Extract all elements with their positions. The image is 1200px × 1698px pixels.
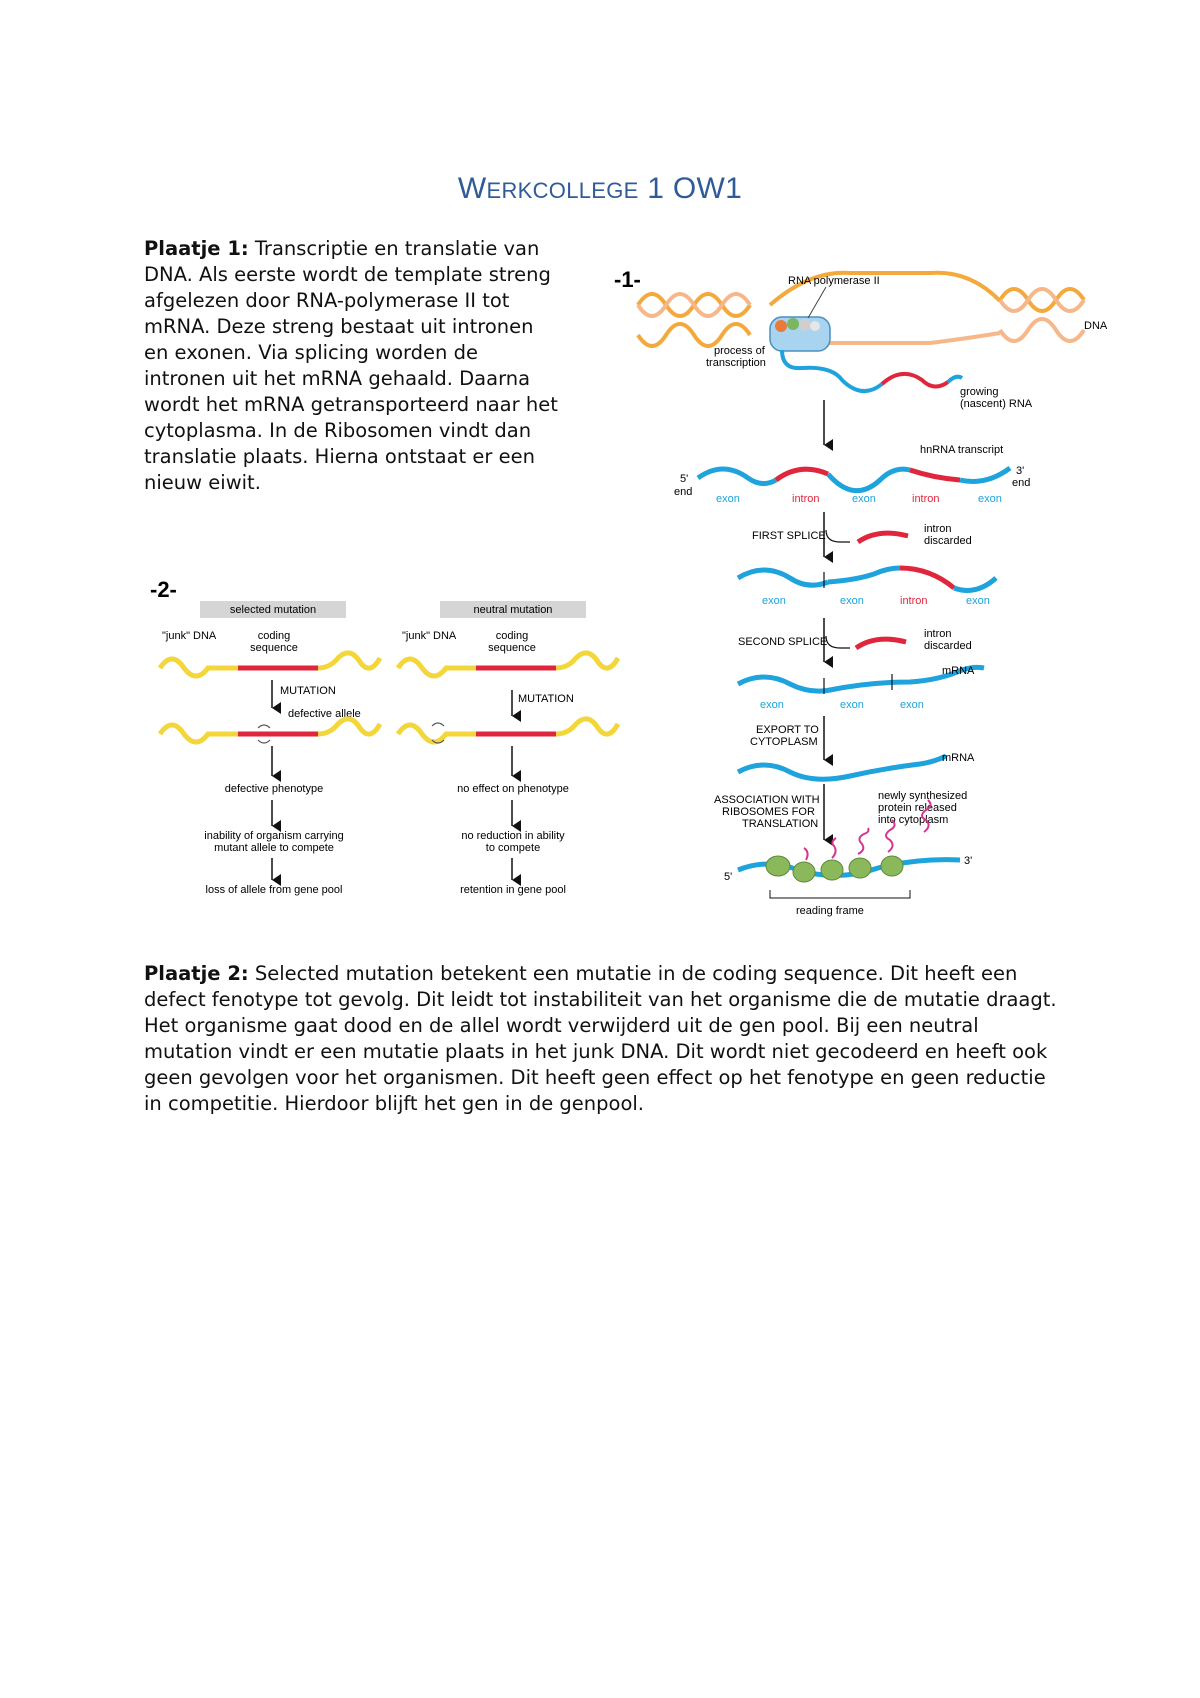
intron-discarded-label: discarded <box>924 640 972 652</box>
defective-allele-label: defective allele <box>288 708 361 720</box>
second-splice-label: SECOND SPLICE <box>738 636 828 648</box>
paragraph-label: Plaatje 1: <box>144 237 249 260</box>
inability-label-2: mutant allele to compete <box>214 842 334 854</box>
junk-dna-strand <box>318 653 380 668</box>
figure-1-label: -1- <box>614 267 641 292</box>
paragraph-text: Selected mutation betekent een mutatie in de coding sequence. Dit heeft een defect fenotype tot gevolg. Dit leidt tot instabiliteit van het organisme die de mutatie draagt. Het organisme gaat dood en de allel wordt verwijderd uit de gen pool. Bij een neutral mutation vindt er een mutatie plaats in het junk DNA. Dit wordt niet gecodeerd en heeft ook geen gevolgen voor het organismen. Dit heeft geen effect op het fenotype en geen reductie in competitie. Hierdoor blijft het gen in de genpool. <box>144 962 1057 1115</box>
junk-dna-strand <box>160 659 238 676</box>
paragraph-plaatje-2 <box>144 961 1064 1117</box>
junk-dna-strand <box>318 719 380 734</box>
three-prime-label: 3' <box>1016 465 1025 477</box>
junk-dna-strand <box>398 659 476 676</box>
process-label-1: process of <box>714 345 765 357</box>
mutation-label: MUTATION <box>280 685 336 697</box>
coding-label-1: coding <box>495 630 529 642</box>
neutral-mutation-label: neutral mutation <box>473 604 553 616</box>
export-label-2: CYTOPLASM <box>750 736 818 748</box>
association-label-2: RIBOSOMES FOR <box>722 806 815 818</box>
page-title: WERKCOLLEGE 1 OW1 <box>457 172 743 205</box>
newly-synthesized-label-2: protein released <box>878 802 957 814</box>
junk-dna-label: "junk" DNA <box>402 630 457 642</box>
exon-label: exon <box>978 493 1002 505</box>
junk-dna-strand <box>160 725 238 742</box>
newly-synthesized-label-1: newly synthesized <box>878 790 968 802</box>
retention-label: retention in gene pool <box>460 884 566 896</box>
junk-dna-strand <box>398 725 476 742</box>
no-effect-label: no effect on phenotype <box>457 783 569 795</box>
no-reduction-label-1: no reduction in ability <box>461 830 565 842</box>
mrna-label: mRNA <box>942 752 975 764</box>
intron-discarded-label: intron <box>924 523 952 535</box>
exon-label: exon <box>716 493 740 505</box>
exon-label: exon <box>840 595 864 607</box>
first-splice-label: FIRST SPLICE <box>752 530 826 542</box>
coding-label-2: sequence <box>488 642 536 654</box>
figure-2-label: -2- <box>150 577 177 602</box>
newly-synthesized-label-3: into cytoplasm <box>878 814 949 826</box>
five-prime-label: 5' <box>724 871 733 883</box>
exon-label: exon <box>966 595 990 607</box>
hnrna-label: hnRNA transcript <box>920 444 1004 456</box>
coding-label-2: sequence <box>250 642 298 654</box>
defective-phenotype-label: defective phenotype <box>224 783 324 795</box>
intron-label: intron <box>912 493 940 505</box>
junk-dna-label: "junk" DNA <box>162 630 217 642</box>
export-label-1: EXPORT TO <box>756 724 819 736</box>
intron-label: intron <box>900 595 928 607</box>
mrna-label: mRNA <box>942 665 975 677</box>
five-prime-end-label: end <box>674 486 693 498</box>
coding-label-1: coding <box>257 630 291 642</box>
paragraph-label: Plaatje 2: <box>144 962 249 985</box>
paragraph-text: Transcriptie en translatie van DNA. Als eerste wordt de template streng afgelezen door RNA-polymerase II tot mRNA. Deze streng bestaat uit intronen en exonen. Via splicing worden de intronen uit het mRNA gehaald. Daarna wordt het mRNA getransporteerd naar het cytoplasma. In de Ribosomen vindt dan translatie plaats. Hierna ontstaat er een nieuw eiwit. <box>144 237 558 494</box>
three-prime-label: 3' <box>964 855 973 867</box>
exon-label: exon <box>840 699 864 711</box>
exon-label: exon <box>762 595 786 607</box>
rna-polymerase-label: RNA polymerase II <box>788 275 880 287</box>
loss-label: loss of allele from gene pool <box>205 884 343 896</box>
mutation-label: MUTATION <box>518 693 574 705</box>
three-prime-end-label: end <box>1012 477 1031 489</box>
exon-label: exon <box>760 699 784 711</box>
no-reduction-label-2: to compete <box>485 842 541 854</box>
intron-label: intron <box>792 493 820 505</box>
junk-dna-strand <box>556 719 618 734</box>
association-label-3: TRANSLATION <box>742 818 819 830</box>
process-label-2: transcription <box>706 357 766 369</box>
five-prime-label: 5' <box>680 473 689 485</box>
exon-label: exon <box>852 493 876 505</box>
association-label-1: ASSOCIATION WITH <box>714 794 820 806</box>
growing-label-1: growing <box>960 386 999 398</box>
reading-frame-label: reading frame <box>796 905 864 917</box>
junk-dna-strand <box>556 653 618 668</box>
growing-label-2: (nascent) RNA <box>960 398 1033 410</box>
intron-discarded-label: intron <box>924 628 952 640</box>
dna-label: DNA <box>1084 320 1108 332</box>
intron-discarded-label: discarded <box>924 535 972 547</box>
exon-label: exon <box>900 699 924 711</box>
inability-label-1: inability of organism carrying <box>204 830 344 842</box>
selected-mutation-label: selected mutation <box>229 604 317 616</box>
